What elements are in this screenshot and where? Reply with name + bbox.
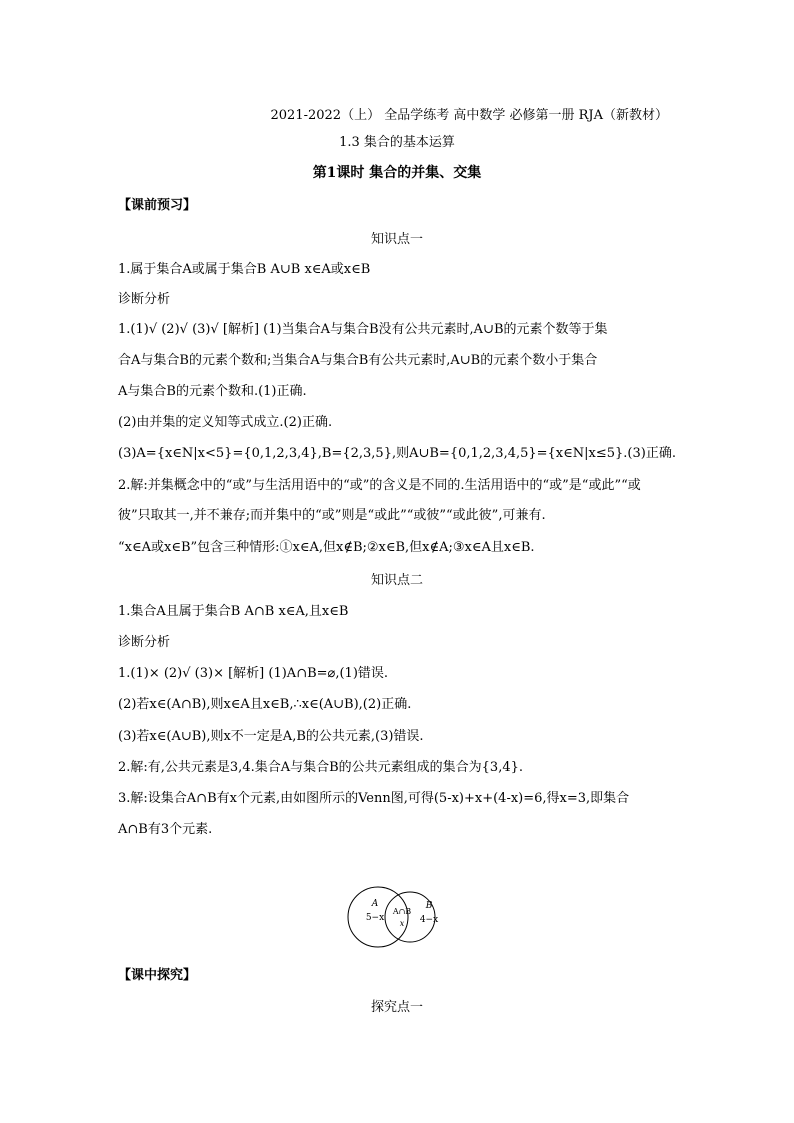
set-b-label: B [425,901,433,911]
set-a-label: A [371,899,379,909]
explore1-title: 探究点一 [370,1000,423,1015]
kp1-diagnosis: 诊断分析 [118,292,171,307]
kp2-text-line: 3.解:设集合A∩B有x个元素,由如图所示的Venn图,可得(5-x)+x+(4-x)=6,得x=3,即集合 [118,791,630,806]
kp2-text-line: 1.(1)× (2)√ (3)× [解析] (1)A∩B=⌀,(1)错误. [118,666,389,681]
series-header: 2021-2022（上） 全品学练考 高中数学 必修第一册 RJA（新教材） [270,108,668,123]
kp2-title: 知识点二 [370,573,423,588]
kp1-line1: 1.属于集合A或属于集合B A∪B x∈A或x∈B [118,262,371,277]
kp1-text-line: “x∈A或x∈B”包含三种情形:①x∈A,但x∉B;②x∈B,但x∉A;③x∈A且x∈B. [118,540,535,555]
kp2-line1: 1.集合A且属于集合B A∩B x∈A,且x∈B [118,604,349,619]
section-title: 1.3 集合的基本运算 [339,135,455,150]
kp2-text-line: 2.解:有,公共元素是3,4.集合A与集合B的公共元素组成的集合为{3,4}. [118,760,524,775]
preview-heading: 【课前预习】 [118,198,197,213]
venn-diagram [340,878,452,958]
set-b-count: 4−x [419,915,439,925]
kp2-text-line: A∩B有3个元素. [118,822,213,837]
kp2-text-line: (2)若x∈(A∩B),则x∈A且x∈B,∴x∈(A∪B),(2)正确. [118,697,412,712]
kp1-text-line: 彼”只取其一,并不兼存;而并集中的“或”则是“或此”“或彼”“或此彼”,可兼有. [118,508,546,523]
intersection-count: x [399,919,405,928]
lesson-title: 第1课时 集合的并集、交集 [312,165,482,181]
kp2-diagnosis: 诊断分析 [118,635,171,650]
kp1-text-line: 1.(1)√ (2)√ (3)√ [解析] (1)当集合A与集合B没有公共元素时,A∪B的元素个数等于集 [118,322,608,337]
kp2-text-line: (3)若x∈(A∪B),则x不一定是A,B的公共元素,(3)错误. [118,729,424,744]
kp1-text-line: A与集合B的元素个数和.(1)正确. [118,384,307,399]
explore-heading: 【课中探究】 [118,968,197,983]
intersection-label: A∩B [392,907,412,916]
kp1-text-line: 合A与集合B的元素个数和;当集合A与集合B有公共元素时,A∪B的元素个数小于集合 [118,353,598,368]
kp1-text-line: (3)A={x∈N|x<5}={0,1,2,3,4},B={2,3,5},则A∪B={0,1,2,3,4,5}={x∈N|x≤5}.(3)正确. [118,446,676,461]
kp1-title: 知识点一 [370,232,423,247]
set-a-count: 5−x [365,913,385,923]
kp1-text-line: (2)由并集的定义知等式成立.(2)正确. [118,415,333,430]
kp1-text-line: 2.解:并集概念中的“或”与生活用语中的“或”的含义是不同的.生活用语中的“或”是“或此”“或 [118,478,641,493]
